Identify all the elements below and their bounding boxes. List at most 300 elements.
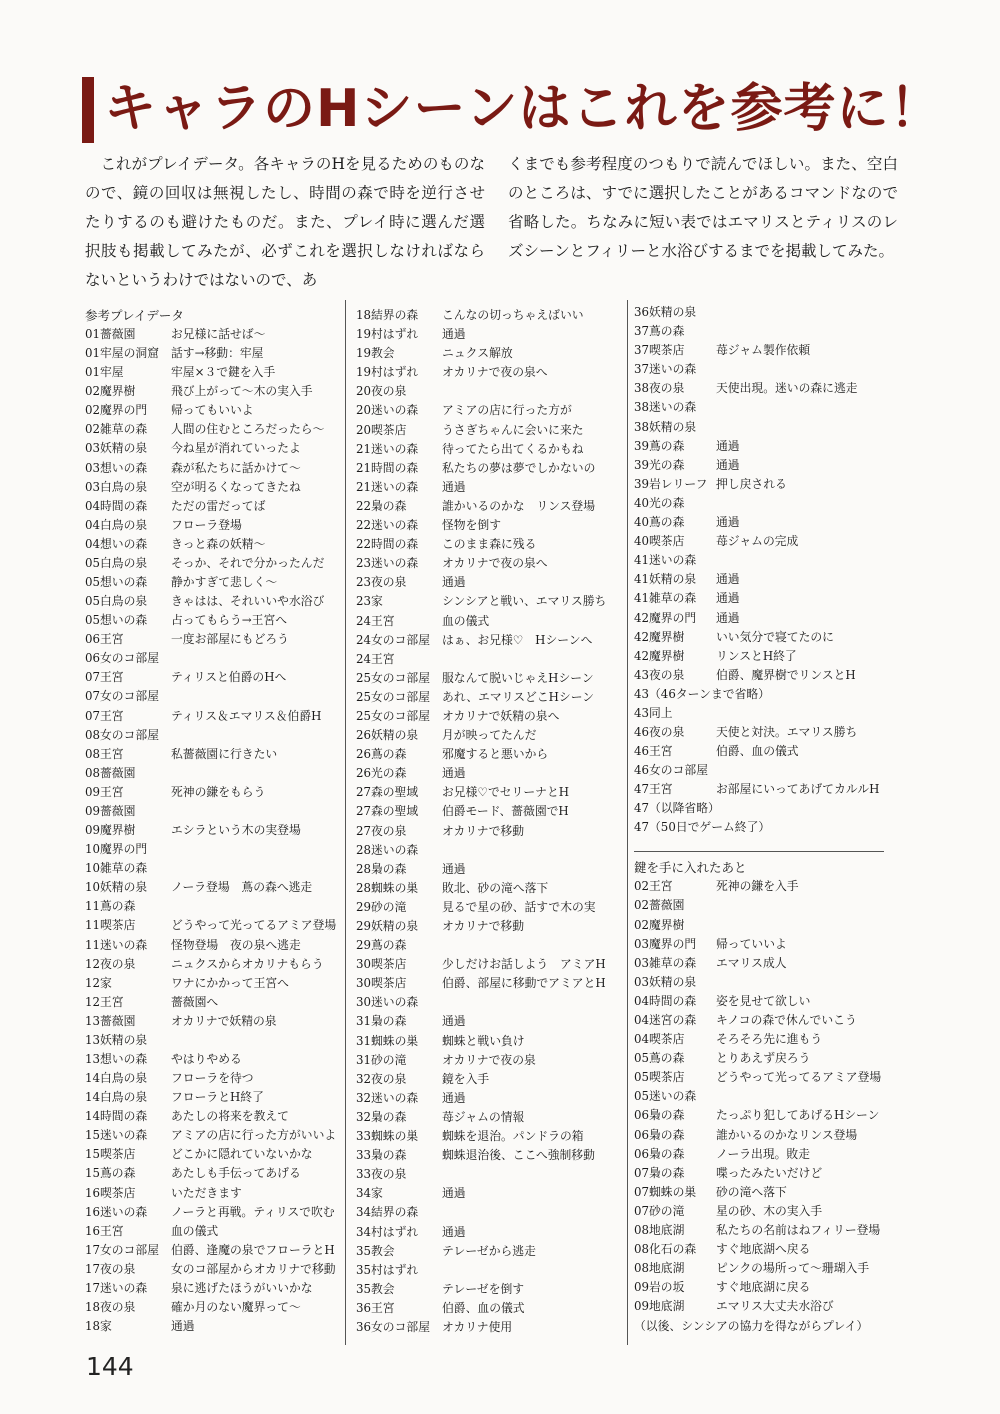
action-cell: 天使出現。迷いの森に逃走 — [716, 381, 858, 396]
data-row — [356, 535, 626, 554]
location-cell: 08王宮 — [85, 746, 124, 761]
data-row — [85, 535, 340, 554]
location-cell: 31蜘蛛の巣 — [356, 1033, 419, 1048]
action-cell: お兄様♡でセリーナとH — [442, 785, 570, 800]
action-cell: フローラとH終了 — [171, 1090, 264, 1105]
action-cell — [716, 1087, 896, 1106]
location-cell: 27森の聖域 — [356, 804, 419, 819]
location-cell: 03白鳥の泉 — [85, 479, 148, 494]
location-cell: 08女のコ部屋 — [85, 727, 159, 742]
data-row — [634, 704, 896, 723]
data-row — [85, 1203, 340, 1222]
location-cell: 19村はずれ — [356, 365, 419, 380]
action-cell — [716, 398, 896, 417]
action-cell: キノコの森で休んでいこう — [716, 1013, 857, 1027]
data-row — [634, 916, 896, 935]
data-row — [634, 570, 896, 589]
location-cell: 12夜の泉 — [85, 956, 136, 971]
action-cell: オカリナで妖精の泉 — [171, 1013, 277, 1028]
action-cell: 森が私たちに話かけて～ — [171, 460, 301, 475]
location-cell: 02魔界樹 — [85, 384, 136, 399]
data-row — [356, 1127, 626, 1146]
data-row — [634, 379, 896, 398]
data-row — [634, 1278, 896, 1297]
action-cell: 誰かいるのかな リンス登場 — [442, 498, 596, 513]
location-cell: 41雑草の森 — [634, 591, 697, 606]
play-data-list — [634, 704, 896, 799]
data-row — [634, 666, 896, 685]
data-row — [356, 1012, 626, 1031]
data-row — [85, 687, 340, 706]
location-cell: 30迷いの森 — [356, 995, 419, 1010]
data-row — [356, 688, 626, 707]
location-cell: 05迷いの森 — [634, 1089, 697, 1104]
after-key-heading: 鍵を手に入れたあと — [634, 860, 747, 876]
action-cell: 私薔薇園に行きたい — [171, 746, 278, 761]
action-cell: リンスとH終了 — [716, 648, 797, 663]
data-row — [356, 841, 626, 860]
data-row — [85, 1317, 340, 1336]
data-row — [85, 459, 340, 478]
action-cell: オカリナで移動 — [442, 919, 524, 933]
action-cell: いただきます — [171, 1185, 242, 1200]
location-cell: 06梟の森 — [634, 1146, 685, 1161]
action-cell: 死神の鎌をもらう — [171, 784, 266, 799]
location-cell: 10魔界の門 — [85, 842, 148, 857]
data-row — [85, 745, 340, 764]
location-cell: 39岩レリーフ — [634, 476, 708, 491]
data-row — [634, 303, 896, 322]
location-cell: 40蔦の森 — [634, 515, 685, 530]
data-row — [356, 1184, 626, 1203]
section-divider — [634, 851, 884, 852]
action-cell: こんなの切っちゃえばいい — [442, 308, 584, 322]
data-row — [85, 1241, 340, 1260]
data-row — [356, 764, 626, 783]
location-cell: 28蜘蛛の巣 — [356, 880, 419, 895]
closing-note: （以後、シンシアの協力を得ながらプレイ） — [634, 1318, 869, 1333]
location-cell: 37喫茶店 — [634, 343, 685, 358]
location-cell: 05白鳥の泉 — [85, 555, 148, 570]
location-cell: 26妖精の泉 — [356, 728, 419, 743]
location-cell: 46王宮 — [634, 744, 673, 759]
location-cell: 08地底湖 — [634, 1223, 685, 1238]
location-cell: 27夜の泉 — [356, 823, 407, 838]
action-cell — [171, 897, 340, 916]
location-cell: 23家 — [356, 594, 383, 609]
action-cell: 蜘蛛と戦い負け — [442, 1033, 525, 1048]
location-cell: 21迷いの森 — [356, 479, 419, 494]
action-cell: ピンクの場所って～珊瑚入手 — [716, 1261, 870, 1276]
action-cell: あたしも手伝ってあげる — [171, 1166, 301, 1181]
data-row — [85, 974, 340, 993]
action-cell: 伯爵、部屋に移動でアミアとH — [442, 976, 606, 991]
data-row — [85, 936, 340, 955]
data-row — [356, 631, 626, 650]
data-row — [356, 669, 626, 688]
data-row — [356, 306, 626, 325]
location-cell: 34家 — [356, 1186, 383, 1201]
column-divider — [345, 300, 346, 1345]
action-cell: やはりやめる — [171, 1051, 242, 1066]
data-row — [356, 898, 626, 917]
data-row — [634, 992, 896, 1011]
action-cell: 帰ってもいいよ — [171, 403, 254, 418]
location-cell: 02雑草の森 — [85, 422, 148, 437]
data-row — [634, 1164, 896, 1183]
action-cell: オカリナ使用 — [442, 1319, 513, 1334]
action-cell — [716, 551, 896, 570]
data-row — [634, 494, 896, 513]
data-row — [356, 1051, 626, 1070]
data-row — [85, 1279, 340, 1298]
action-cell: 通過 — [442, 1014, 466, 1029]
data-row — [85, 649, 340, 668]
play-data-column-2 — [356, 306, 626, 1337]
location-cell: 38夜の泉 — [634, 381, 685, 396]
location-cell: 18夜の泉 — [85, 1299, 136, 1314]
location-cell: 42魔界樹 — [634, 629, 685, 644]
data-row — [634, 1068, 896, 1087]
action-cell: すぐ地底湖へ戻る — [716, 1242, 811, 1257]
location-cell: 14白鳥の泉 — [85, 1071, 148, 1086]
data-row — [85, 1184, 340, 1203]
action-cell — [716, 761, 896, 780]
location-cell: 08薔薇園 — [85, 765, 136, 780]
action-cell: 通過 — [716, 515, 740, 530]
action-cell: 血の儀式 — [171, 1223, 219, 1238]
location-cell: 09岩の坂 — [634, 1280, 685, 1295]
location-cell: 26蔦の森 — [356, 747, 407, 762]
action-cell: そっか、それで分かったんだ — [171, 555, 325, 570]
location-cell: 20迷いの森 — [356, 403, 419, 418]
data-row — [634, 589, 896, 608]
location-cell: 29砂の滝 — [356, 899, 407, 914]
data-row — [85, 325, 340, 344]
action-cell — [171, 802, 340, 821]
action-cell: ノーラ登場 蔦の森へ逃走 — [171, 880, 313, 895]
play-data-column-1 — [85, 306, 340, 1336]
data-row — [85, 821, 340, 840]
action-cell: あたしの将来を教えて — [171, 1109, 289, 1124]
data-row — [356, 822, 626, 841]
action-cell: 通過 — [442, 1090, 466, 1105]
location-cell: 26光の森 — [356, 766, 407, 781]
location-cell: 16喫茶店 — [85, 1185, 136, 1200]
location-cell: 34結界の森 — [356, 1205, 419, 1220]
data-row — [85, 1145, 340, 1164]
action-cell: 怪物を倒す — [442, 518, 501, 533]
action-cell: 通過 — [716, 457, 740, 472]
action-cell: 通過 — [716, 572, 740, 587]
location-cell: 02王宮 — [634, 879, 673, 894]
action-cell: 薔薇園へ — [171, 994, 219, 1009]
data-row — [85, 554, 340, 573]
data-row — [85, 916, 340, 935]
action-cell — [171, 1031, 340, 1050]
action-cell: 待ってたら出てくるかもね — [442, 441, 584, 456]
action-cell: 敗北、砂の滝へ落下 — [442, 880, 549, 895]
data-row — [634, 780, 896, 799]
play-data-heading: 参考プレイデータ — [85, 308, 184, 323]
location-cell: 29妖精の泉 — [356, 919, 419, 933]
action-cell: 怪物登場 夜の泉へ逃走 — [171, 937, 301, 952]
play-data-list — [356, 306, 626, 1337]
location-cell: 09王宮 — [85, 784, 124, 799]
location-cell: 05蔦の森 — [634, 1051, 685, 1066]
action-cell: きゃはは、それいいや水浴び — [171, 594, 325, 609]
play-data-list — [634, 303, 896, 685]
play-data-column-3 — [634, 303, 896, 1336]
action-cell: 少しだけお話しよう アミアH — [442, 957, 606, 972]
action-cell: 飛び上がって～木の実入手 — [171, 384, 313, 399]
location-cell: 47王宮 — [634, 782, 673, 797]
data-row — [356, 459, 626, 478]
action-cell: 通過 — [716, 438, 740, 453]
data-row — [356, 344, 626, 363]
data-row — [85, 478, 340, 497]
data-row — [356, 382, 626, 401]
action-cell: 伯爵、血の儀式 — [716, 744, 799, 759]
location-cell: 23夜の泉 — [356, 575, 407, 590]
data-row — [356, 1108, 626, 1127]
action-cell: あれ、エマリスどこHシーン — [442, 689, 595, 704]
location-cell: 35村はずれ — [356, 1262, 419, 1277]
action-cell: エマリス大丈夫水浴び — [716, 1299, 834, 1314]
action-cell: ただの雷だってば — [171, 498, 266, 513]
action-cell: 天使と対決。エマリス勝ち — [716, 724, 858, 739]
action-cell: 伯爵、逢魔の泉でフローラとH — [171, 1242, 335, 1257]
location-cell: 04白鳥の泉 — [85, 517, 148, 532]
location-cell: 07女のコ部屋 — [85, 689, 159, 704]
location-cell: 17夜の泉 — [85, 1261, 136, 1276]
data-row — [634, 723, 896, 742]
data-row — [85, 592, 340, 611]
data-row — [356, 554, 626, 573]
data-row — [85, 764, 340, 783]
action-cell: このまま森に残る — [442, 537, 537, 552]
data-row — [634, 609, 896, 628]
location-cell: 38妖精の泉 — [634, 419, 697, 434]
data-row — [356, 478, 626, 497]
location-cell: 30喫茶店 — [356, 976, 407, 991]
location-cell: 21迷いの森 — [356, 441, 419, 456]
data-row — [85, 1031, 340, 1050]
action-cell: エマリス成人 — [716, 955, 787, 970]
action-cell: 私たちの夢は夢でしかないの — [442, 460, 596, 475]
action-cell — [171, 726, 340, 745]
location-cell: 02魔界樹 — [634, 917, 685, 932]
action-cell: 泉に逃げたほうがいいかな — [171, 1280, 313, 1295]
data-row — [85, 1298, 340, 1317]
data-row — [356, 993, 626, 1012]
data-row — [634, 1106, 896, 1125]
action-cell: ティリス＆エマリス＆伯爵H — [171, 708, 322, 723]
location-cell: 46夜の泉 — [634, 724, 685, 739]
action-cell: 押し戻される — [716, 476, 787, 491]
data-row — [356, 612, 626, 631]
action-cell: 女のコ部屋からオカリナで移動 — [171, 1261, 336, 1276]
action-cell — [716, 896, 896, 915]
action-cell: 死神の鎌を入手 — [716, 879, 799, 894]
data-row — [85, 401, 340, 420]
data-row — [356, 1032, 626, 1051]
location-cell: 37迷いの森 — [634, 362, 697, 377]
data-row — [85, 1069, 340, 1088]
action-cell: うさぎちゃんに会いに来た — [442, 422, 584, 437]
action-cell: 喋ったみたいだけど — [716, 1165, 823, 1180]
data-row — [85, 802, 340, 821]
data-row — [634, 877, 896, 896]
location-cell: 11迷いの森 — [85, 937, 148, 952]
data-row — [356, 860, 626, 879]
data-row — [85, 611, 340, 630]
location-cell: 07蜘蛛の巣 — [634, 1184, 697, 1199]
data-row — [356, 592, 626, 611]
data-row — [634, 1202, 896, 1221]
data-row — [356, 573, 626, 592]
data-row — [85, 1088, 340, 1107]
action-cell: たっぷり犯してあげるHシーン — [716, 1108, 880, 1123]
data-row — [85, 573, 340, 592]
action-cell: 占ってもらう→王宮へ — [171, 613, 288, 628]
data-row — [85, 1222, 340, 1241]
location-cell: 28梟の森 — [356, 861, 407, 876]
data-row — [356, 325, 626, 344]
data-row — [634, 1221, 896, 1240]
location-cell: 09薔薇園 — [85, 803, 136, 818]
data-row — [356, 1223, 626, 1242]
data-row — [85, 439, 340, 458]
action-cell: 鏡を入手 — [442, 1071, 490, 1086]
location-cell: 27森の聖域 — [356, 785, 419, 800]
location-cell: 21時間の森 — [356, 460, 419, 475]
action-cell: 帰っていいよ — [716, 936, 787, 951]
location-cell: 11喫茶店 — [85, 918, 136, 933]
location-cell: 03雑草の森 — [634, 955, 697, 970]
location-cell: 28迷いの森 — [356, 842, 419, 857]
data-row — [356, 1146, 626, 1165]
action-cell: 私たちの名前はねフィリー登場 — [716, 1223, 881, 1238]
location-cell: 04迷宮の森 — [634, 1013, 697, 1027]
data-row — [85, 1260, 340, 1279]
action-cell: フローラ登場 — [171, 517, 242, 532]
location-cell: 15迷いの森 — [85, 1128, 148, 1143]
location-cell: 35教会 — [356, 1281, 395, 1296]
action-cell: 見るで星の砂、話すで木の実 — [442, 899, 596, 914]
location-cell: 43同上 — [634, 705, 673, 720]
data-row — [85, 382, 340, 401]
action-cell — [171, 840, 340, 859]
data-row — [85, 420, 340, 439]
action-cell — [442, 382, 626, 401]
location-cell: 29蔦の森 — [356, 938, 407, 953]
location-cell: 14時間の森 — [85, 1109, 148, 1124]
action-cell: エシラという木の実登場 — [171, 823, 301, 838]
action-cell — [442, 936, 626, 955]
location-cell: 19村はずれ — [356, 327, 419, 342]
title-accent-bar — [82, 77, 94, 143]
action-cell: 苺ジャムの完成 — [716, 534, 799, 549]
location-cell: 15喫茶店 — [85, 1147, 136, 1162]
column-divider — [627, 300, 628, 1345]
action-cell: 伯爵、血の儀式 — [442, 1300, 525, 1315]
location-cell: 46女のコ部屋 — [634, 763, 708, 778]
location-cell: 12家 — [85, 975, 112, 990]
data-row — [634, 896, 896, 915]
data-row — [634, 647, 896, 666]
data-row — [356, 1203, 626, 1222]
data-row — [634, 954, 896, 973]
action-cell: 話す→移動：牢屋 — [171, 346, 264, 361]
location-cell: 36王宮 — [356, 1300, 395, 1315]
action-cell — [442, 841, 626, 860]
location-cell: 08化石の森 — [634, 1242, 697, 1257]
data-row — [634, 341, 896, 360]
location-cell: 19教会 — [356, 346, 395, 361]
action-cell — [716, 303, 896, 322]
location-cell: 24女のコ部屋 — [356, 632, 430, 647]
location-cell: 03想いの森 — [85, 460, 148, 475]
action-cell: 牢屋×３で鍵を入手 — [171, 365, 276, 380]
location-cell: 42魔界樹 — [634, 648, 685, 663]
location-cell: 08地底湖 — [634, 1261, 685, 1276]
location-cell: 07梟の森 — [634, 1165, 685, 1180]
action-cell: ワナにかかって王宮へ — [171, 975, 289, 990]
data-row — [85, 955, 340, 974]
location-cell: 35教会 — [356, 1243, 395, 1258]
data-row — [634, 1145, 896, 1164]
action-cell: 邪魔すると悪いから — [442, 747, 549, 762]
action-cell: 通過 — [442, 327, 466, 342]
location-cell: 31砂の滝 — [356, 1052, 407, 1067]
action-cell: 砂の滝へ落下 — [716, 1184, 787, 1199]
location-cell: 36女のコ部屋 — [356, 1319, 430, 1334]
action-cell: 一度お部屋にもどろう — [171, 632, 289, 647]
action-cell: オカリナで移動 — [442, 823, 524, 838]
action-cell: テレーゼから逃走 — [442, 1243, 536, 1258]
action-cell: オカリナで夜の泉 — [442, 1052, 536, 1067]
data-row — [634, 322, 896, 341]
data-row — [356, 726, 626, 745]
action-cell: 人間の住むところだったら～ — [171, 422, 325, 437]
data-row — [634, 418, 896, 437]
data-row — [85, 344, 340, 363]
data-row — [356, 802, 626, 821]
location-cell: 09魔界樹 — [85, 823, 136, 838]
data-row — [356, 974, 626, 993]
location-cell: 06梟の森 — [634, 1127, 685, 1142]
data-row — [85, 630, 340, 649]
location-cell: 16迷いの森 — [85, 1204, 148, 1219]
location-cell: 41妖精の泉 — [634, 572, 697, 587]
action-cell: アミアの店に行った方が — [442, 403, 572, 418]
location-cell: 18家 — [85, 1319, 112, 1334]
data-row — [634, 360, 896, 379]
action-cell: とりあえず戻ろう — [716, 1051, 811, 1066]
action-cell: アミアの店に行った方がいいよ — [171, 1128, 337, 1143]
data-row — [356, 650, 626, 669]
location-cell: 22梟の森 — [356, 498, 407, 513]
location-cell: 03妖精の泉 — [85, 441, 148, 456]
location-cell: 18結界の森 — [356, 308, 419, 322]
skip-note: 47（以降省略） — [634, 801, 720, 816]
action-cell — [171, 687, 340, 706]
page-title: キャラのHシーンはこれを参考に！ — [104, 79, 943, 139]
data-row — [356, 421, 626, 440]
location-cell: 04喫茶店 — [634, 1032, 685, 1047]
action-cell — [171, 859, 340, 878]
